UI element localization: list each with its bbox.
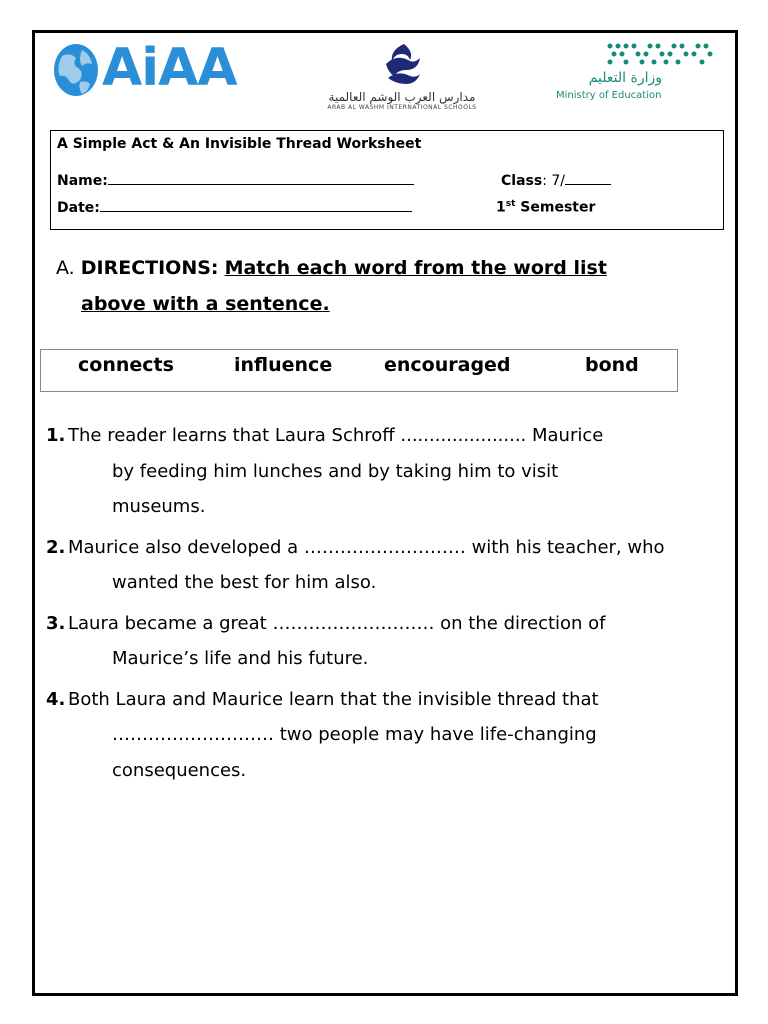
semester-text: Semester [515, 199, 596, 216]
question-text: The reader learns that Laura Schroff ...................... Maurice [68, 425, 604, 446]
semester-label [496, 199, 595, 216]
directions-label: DIRECTIONS: [80, 257, 219, 279]
aiaa-logo [52, 38, 237, 100]
class-blank[interactable] [565, 172, 611, 185]
question-text: Both Laura and Maurice learn that the invisible thread that [68, 688, 599, 710]
ministry-name-english: Ministry of Education [556, 90, 662, 101]
question-item [46, 418, 726, 525]
date-blank[interactable] [100, 199, 412, 212]
question-number: 3. [46, 612, 66, 634]
word-list-box [40, 349, 678, 392]
semester-number: 1 [496, 199, 506, 216]
school-logo [306, 42, 498, 114]
question-number: 2. [46, 536, 66, 558]
worksheet-info-box [50, 130, 724, 230]
question-continuation: by feeding him lunches and by taking him to visit [112, 460, 559, 482]
question-continuation: ……………………… two people may have life-changing [112, 724, 597, 745]
class-label: Class [501, 173, 543, 189]
word-list-item: encouraged [384, 354, 511, 376]
word-list-item: connects [78, 354, 174, 376]
name-blank[interactable] [108, 172, 414, 185]
question-continuation: museums. [112, 496, 206, 517]
question-text: Laura became a great ……………………… on the direction of [68, 612, 606, 634]
question-item [46, 682, 726, 789]
school-name-arabic: مدارس العرب الوشم العالمية [328, 90, 476, 104]
date-field[interactable] [57, 199, 412, 216]
question-number: 4. [46, 688, 66, 710]
question-continuation: Maurice’s life and his future. [112, 648, 369, 669]
directions-section [56, 250, 676, 322]
name-label: Name: [57, 173, 108, 189]
directions-line-1 [56, 250, 676, 286]
class-field[interactable] [501, 172, 611, 189]
directions-text-2: above with a sentence. [81, 293, 330, 315]
word-list-item: bond [585, 354, 639, 376]
ministry-logo [556, 42, 716, 102]
ministry-name-arabic: وزارة التعليم [588, 70, 662, 86]
directions-text-1: Match each word from the word list [224, 257, 607, 279]
ministry-dots-icon [606, 42, 716, 66]
question-item [46, 530, 726, 601]
aiaa-logo-text: AiAA [102, 38, 237, 98]
section-letter: A. [56, 257, 75, 279]
question-continuation: consequences. [112, 759, 247, 781]
worksheet-title: A Simple Act & An Invisible Thread Worksheet [57, 136, 422, 152]
question-text: Maurice also developed a ……………………… with his teacher, who [68, 536, 665, 558]
question-continuation: wanted the best for him also. [112, 572, 377, 593]
class-value: : 7/ [542, 173, 565, 189]
questions-list [46, 418, 726, 793]
date-label: Date: [57, 200, 100, 216]
globe-icon [52, 42, 100, 98]
school-emblem-icon [378, 42, 426, 88]
question-item [46, 606, 726, 677]
directions-line-2 [56, 286, 676, 322]
school-name-english: ARAB AL WASHM INTERNATIONAL SCHOOLS [327, 104, 477, 111]
name-field[interactable] [57, 172, 414, 189]
semester-suffix: st [505, 199, 516, 209]
word-list-item: influence [234, 354, 333, 376]
question-number: 1. [46, 425, 66, 446]
